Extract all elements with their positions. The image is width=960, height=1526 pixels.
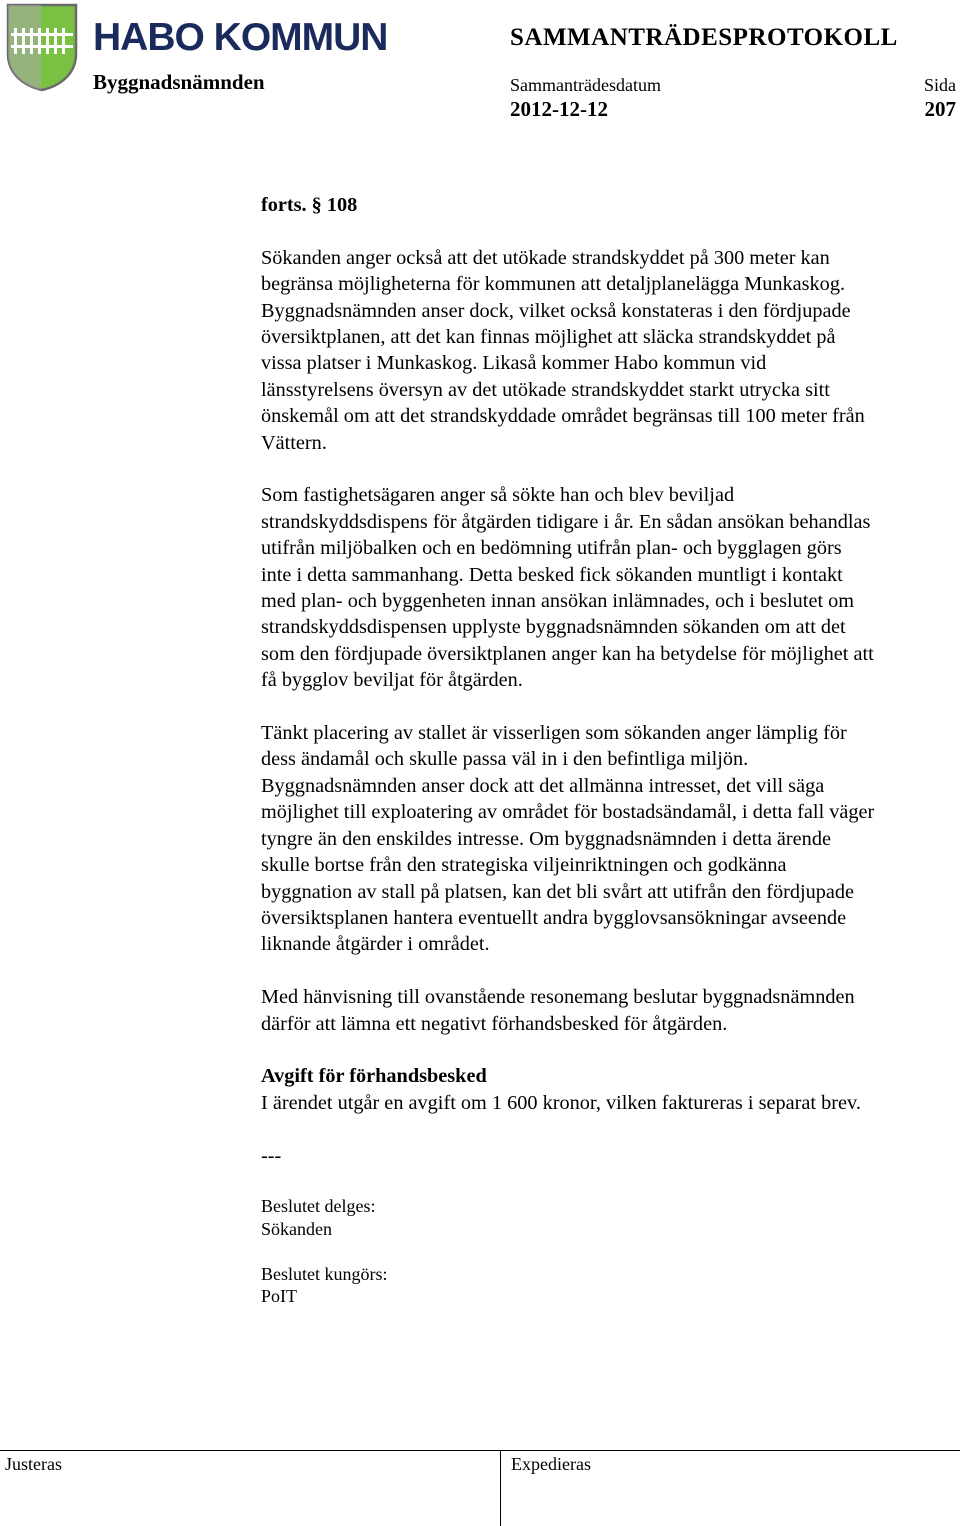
text-line: byggnation av stall på platsen, kan det bli svårt att utifrån den fördjupade [261, 880, 855, 903]
text-line: begränsa möjligheterna för kommunen att detaljplanelägga Munkaskog. [261, 273, 846, 296]
text-line: Som fastighetsägaren anger så sökte han och blev beviljad [261, 484, 735, 507]
text-line: utifrån miljöbalken och en bedömning utifrån plan- och bygglagen görs [261, 537, 842, 560]
text-line: översiktplanen, att det kan finnas möjlighet att släcka strandskyddet på [261, 326, 836, 349]
footer-divider [500, 1450, 501, 1526]
text-line: dess ändamål och skulle passa väl in i den befintliga miljön. [261, 748, 749, 771]
text-line: få bygglov beviljat för åtgärden. [261, 669, 523, 692]
fee-text: I ärendet utgår en avgift om 1 600 kronor, vilken faktureras i separat brev. [261, 1091, 861, 1114]
paragraph [261, 245, 958, 456]
text-line: liknande åtgärder i området. [261, 933, 490, 956]
text-line: Tänkt placering av stallet är visserligen som sökanden anger lämplig för [261, 722, 847, 745]
text-line: möjlighet till exploatering av området för bostadsändamål, i detta fall väger [261, 801, 875, 824]
meeting-date: 2012-12-12 [510, 97, 608, 121]
decision-sent-value: Sökanden [261, 1218, 332, 1239]
text-line: Med hänvisning till ovanstående resonemang beslutar byggnadsnämnden [261, 986, 855, 1009]
footer-justeras-label: Justeras [5, 1454, 62, 1474]
text-line: som den fördjupade översiktplanen anger kan ha betydelse för möjlighet att [261, 642, 874, 665]
organization-name: HABO KOMMUN [93, 16, 388, 59]
text-line: Byggnadsnämnden anser dock, vilket också konstateras i den fördjupade [261, 299, 851, 322]
text-line: strandskyddsdispens för åtgärden tidigare i år. En sådan ansökan behandlas [261, 510, 871, 533]
text-line: vissa platser i Munkaskog. Likaså kommer Habo kommun vid [261, 352, 767, 375]
text-line: Sökanden anger också att det utökade strandskyddet på 300 meter kan [261, 246, 830, 269]
fee-section [261, 1063, 958, 1116]
paragraph [261, 984, 958, 1037]
text-line: med plan- och byggenheten innan ansökan inlämnades, och i beslutet om [261, 590, 855, 613]
page-number: 207 [924, 97, 956, 121]
decision-sent-label: Beslutet delges: [261, 1196, 376, 1217]
decision-published-value: PoIT [261, 1286, 297, 1307]
paragraph [261, 482, 958, 693]
text-line: Byggnadsnämnden anser dock att det allmänna intresset, det vill säga [261, 774, 825, 797]
footer-rule [0, 1450, 960, 1451]
paragraph [261, 720, 958, 958]
separator: --- [261, 1144, 282, 1167]
decision-published-block [261, 1263, 958, 1308]
text-line: länsstyrelsens översyn av det utökade strandskyddet starkt utrycka sitt [261, 378, 830, 401]
committee-name: Byggnadsnämnden [93, 70, 265, 94]
fee-heading: Avgift för förhandsbesked [261, 1065, 487, 1088]
footer-expedieras-label: Expedieras [511, 1454, 591, 1474]
section-reference: forts. § 108 [261, 194, 358, 216]
document-body [261, 192, 958, 1308]
text-line: skulle bortse från den strategiska viljeinriktningen och godkänna [261, 854, 787, 877]
document-type: SAMMANTRÄDESPROTOKOLL [510, 24, 898, 51]
decision-sent-block [261, 1195, 958, 1240]
page-label: Sida [923, 75, 956, 95]
text-line: strandskyddsdispensen upplyste byggnadsnämnden sökanden om att det [261, 616, 846, 639]
text-line: Vättern. [261, 431, 327, 454]
text-line: tyngre än den enskildes intresse. Om byggnadsnämnden i detta ärende [261, 827, 831, 850]
text-line: därför att lämna ett negativt förhandsbesked för åtgärden. [261, 1012, 728, 1035]
meeting-date-label: Sammanträdesdatum [510, 75, 661, 95]
text-line: inte i detta sammanhang. Detta besked fick sökanden muntligt i kontakt [261, 563, 843, 586]
text-line: översiktsplanen hantera eventuellt andra bygglovsansökningar avseende [261, 906, 847, 929]
decision-published-label: Beslutet kungörs: [261, 1263, 388, 1284]
habo-kommun-logo-shield [5, 2, 79, 92]
text-line: önskemål om att det strandskyddade området begränsas till 100 meter från [261, 405, 865, 428]
